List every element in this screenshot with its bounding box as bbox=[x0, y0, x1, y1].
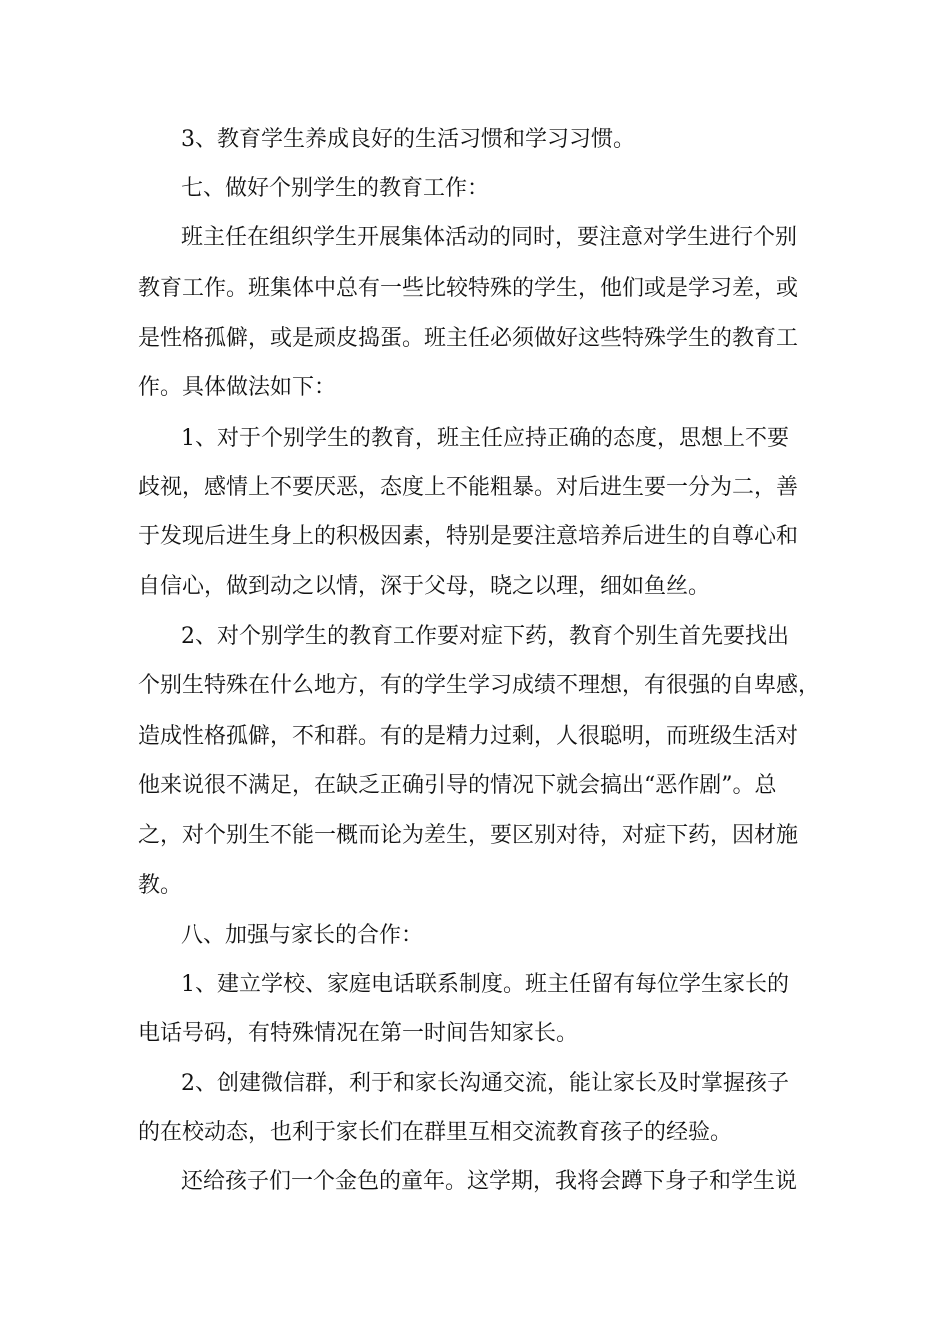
text-line: 1、对于个别学生的教育，班主任应持正确的态度，思想上不要 bbox=[181, 426, 789, 451]
text-line: 是性格孤僻，或是顽皮捣蛋。班主任必须做好这些特殊学生的教育工 bbox=[138, 326, 799, 351]
text-line: 歧视，感情上不要厌恶，态度上不能粗暴。对后进生要一分为二，善 bbox=[138, 475, 799, 500]
text-line: 2、对个别学生的教育工作要对症下药，教育个别生首先要找出 bbox=[181, 624, 789, 649]
text-line: 作。具体做法如下： bbox=[138, 375, 337, 400]
text-line: 造成性格孤僻，不和群。有的是精力过剩，人很聪明，而班级生活对 bbox=[138, 724, 799, 749]
text-line: 他来说很不满足，在缺乏正确引导的情况下就会搞出“恶作剧”。总 bbox=[138, 773, 777, 798]
text-line: 教。 bbox=[138, 873, 183, 898]
text-line: 3、教育学生养成良好的生活习惯和学习习惯。 bbox=[181, 127, 635, 152]
text-line: 教育工作。班集体中总有一些比较特殊的学生，他们或是学习差，或 bbox=[138, 276, 799, 301]
text-line: 自信心，做到动之以情，深于父母，晓之以理，细如鱼丝。 bbox=[138, 574, 711, 599]
text-line: 个别生特殊在什么地方，有的学生学习成绩不理想，有很强的自卑感， bbox=[138, 673, 821, 698]
text-line: 1、建立学校、家庭电话联系制度。班主任留有每位学生家长的 bbox=[181, 972, 789, 997]
text-line: 2、创建微信群，利于和家长沟通交流，能让家长及时掌握孩子 bbox=[181, 1071, 789, 1096]
text-line: 电话号码，有特殊情况在第一时间告知家长。 bbox=[138, 1021, 579, 1046]
text-line: 的在校动态，也利于家长们在群里互相交流教育孩子的经验。 bbox=[138, 1120, 733, 1145]
section-heading: 七、做好个别学生的教育工作： bbox=[181, 176, 490, 201]
text-line: 班主任在组织学生开展集体活动的同时，要注意对学生进行个别 bbox=[181, 225, 798, 250]
text-line: 还给孩子们一个金色的童年。这学期，我将会蹲下身子和学生说 bbox=[181, 1169, 798, 1194]
text-line: 于发现后进生身上的积极因素，特别是要注意培养后进生的自尊心和 bbox=[138, 524, 799, 549]
text-line: 之，对个别生不能一概而论为差生，要区别对待，对症下药，因材施 bbox=[138, 823, 799, 848]
section-heading: 八、加强与家长的合作： bbox=[181, 923, 424, 948]
